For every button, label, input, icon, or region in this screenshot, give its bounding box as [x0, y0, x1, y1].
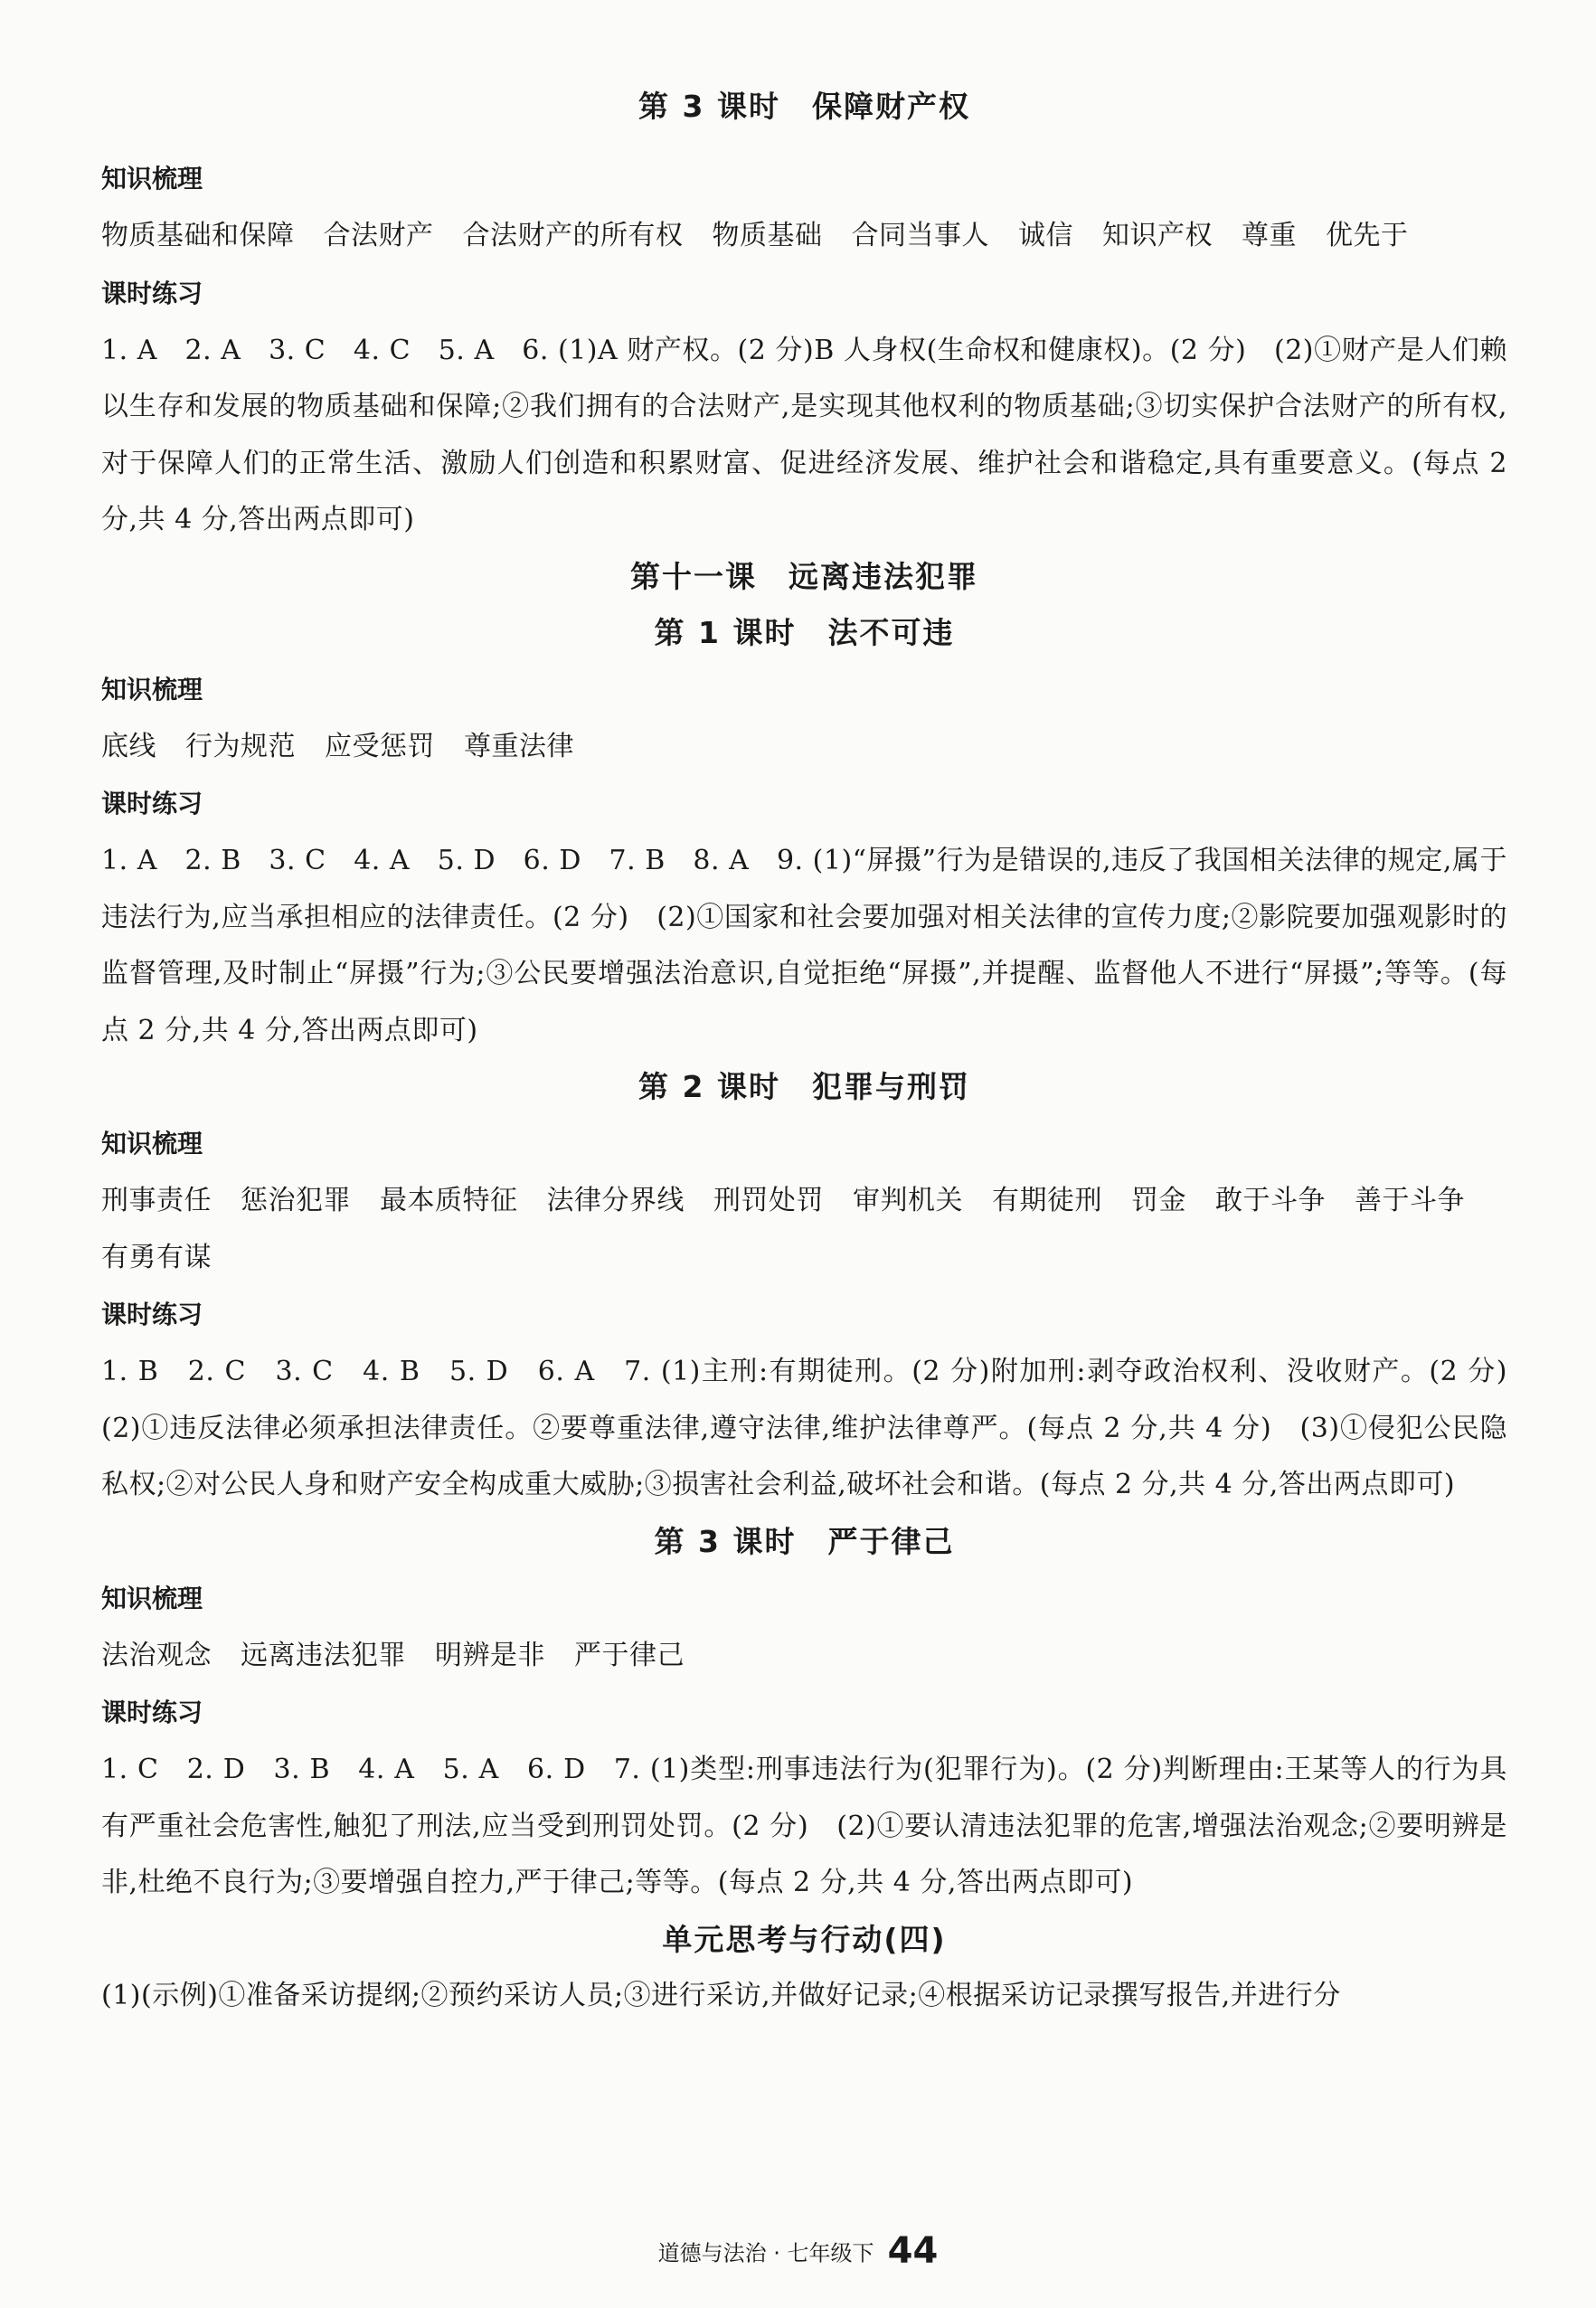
keyword: 明辨是非: [435, 1639, 545, 1671]
keyword: 惩治犯罪: [241, 1185, 351, 1216]
keyword: 有期徒刑: [992, 1185, 1102, 1216]
exercise-answers: 1. C 2. D 3. B 4. A 5. A 6. D 7. (1)类型:刑事违法行为(犯罪行为)。(2 分)判断理由:王某等人的行为具有严重社会危害性,触犯了刑法,应当受到刑罚处罚。(2 分) (2)①要认清违法犯罪的危害,增强法治观念;②要明辨是非,杜绝不良行为;③要增强自控力,严于律己;等等。(每点 2 分,共 4 分,答出两点即可): [101, 1754, 1507, 1898]
page-footer: [0, 2230, 1596, 2272]
keyword: 审判机关: [853, 1185, 963, 1216]
keyword: 严于律己: [574, 1639, 685, 1671]
keyword: 法律分界线: [546, 1185, 685, 1216]
unit-answer-text: (1)(示例)①准备采访提纲;②预约采访人员;③进行采访,并做好记录;④根据采访记录撰写报告,并进行分: [101, 1979, 1341, 2011]
exercise-answers: 1. B 2. C 3. C 4. B 5. D 6. A 7. (1)主刑:有期徒刑。(2 分)附加刑:剥夺政治权利、没收财产。(2 分) (2)①违反法律必须承担法律责任。②要尊重法律,遵守法律,维护法律尊严。(每点 2 分,共 4 分) (3)①侵犯公民隐私权;②对公民人身和财产安全构成重大威胁;③损害社会利益,破坏社会和谐。(每点 2 分,共 4 分,答出两点即可): [101, 1356, 1535, 1500]
knowledge-summary-label: 知识梳理: [101, 164, 203, 194]
unit-title: 单元思考与行动(四): [662, 1921, 947, 1957]
keyword: 敢于斗争: [1215, 1185, 1326, 1216]
keyword: 行为规范: [185, 730, 296, 762]
keyword: 知识产权: [1102, 220, 1213, 251]
knowledge-summary-label: 知识梳理: [101, 1129, 203, 1159]
knowledge-summary-label: 知识梳理: [101, 1583, 203, 1613]
footer-subject: 道德与法治 · 七年级下: [657, 2240, 874, 2266]
exercise-label: 课时练习: [101, 1300, 203, 1329]
knowledge-keywords: [101, 1628, 1507, 1685]
exercise-label: 课时练习: [101, 1698, 203, 1727]
knowledge-keywords: [101, 208, 1507, 265]
section-title-property-rights: 第 3 课时 保障财产权: [638, 89, 970, 124]
keyword: 物质基础和保障: [101, 220, 295, 251]
page-content: [101, 83, 1535, 2024]
knowledge-keywords: [101, 1173, 1507, 1286]
keyword: 刑罚处罚: [713, 1185, 824, 1216]
keyword: 诚信: [1018, 220, 1073, 251]
keyword: 优先于: [1326, 220, 1409, 251]
keyword: 合法财产: [323, 220, 434, 251]
exercise-label: 课时练习: [101, 789, 203, 818]
keyword: 尊重法律: [464, 730, 574, 762]
keyword: 罚金: [1131, 1185, 1186, 1216]
keyword: 刑事责任: [101, 1185, 212, 1216]
section-title-crime: 第 2 课时 犯罪与刑罚: [638, 1069, 970, 1104]
keyword: 法治观念: [101, 1639, 212, 1671]
exercise-answers: 1. A 2. B 3. C 4. A 5. D 6. D 7. B 8. A 9. (1)“屏摄”行为是错误的,违反了我国相关法律的规定,属于违法行为,应当承担相应的法律责任。(2 分) (2)①国家和社会要加强对相关法律的宣传力度;②影院要加强观影时的监督管理,及时制止“屏摄”行为;③公民要增强法治意识,自觉拒绝“屏摄”,并提醒、监督他人不进行“屏摄”;等等。(每点 2 分,共 4 分,答出两点即可): [101, 845, 1507, 1046]
section-title-self-discipline: 第 3 课时 严于律己: [654, 1523, 955, 1559]
keyword: 合法财产的所有权: [462, 220, 684, 251]
keyword: 有勇有谋: [101, 1241, 212, 1273]
keyword: 尊重: [1242, 220, 1297, 251]
knowledge-summary-label: 知识梳理: [101, 674, 203, 705]
lesson-title: 第十一课 远离违法犯罪: [630, 558, 978, 594]
keyword: 物质基础: [712, 220, 823, 251]
section-title-law: 第 1 课时 法不可违: [654, 614, 955, 650]
keyword: 最本质特征: [380, 1185, 518, 1216]
knowledge-keywords: [101, 719, 1507, 776]
exercise-answers: 1. A 2. A 3. C 4. C 5. A 6. (1)A 财产权。(2 分)B 人身权(生命权和健康权)。(2 分) (2)①财产是人们赖以生存和发展的物质基础和保障;②我们拥有的合法财产,是实现其他权利的物质基础;③切实保护合法财产的所有权,对于保障人们的正常生活、激励人们创造和积累财富、促进经济发展、维护社会和谐稳定,具有重要意义。(每点 2 分,共 4 分,答出两点即可): [101, 334, 1507, 535]
exercise-label: 课时练习: [101, 278, 203, 308]
page-number: 44: [887, 2230, 939, 2272]
keyword: 应受惩罚: [325, 730, 435, 762]
keyword: 合同当事人: [851, 220, 989, 251]
keyword: 善于斗争: [1355, 1185, 1465, 1216]
keyword: 远离违法犯罪: [241, 1639, 406, 1671]
keyword: 底线: [101, 730, 156, 762]
